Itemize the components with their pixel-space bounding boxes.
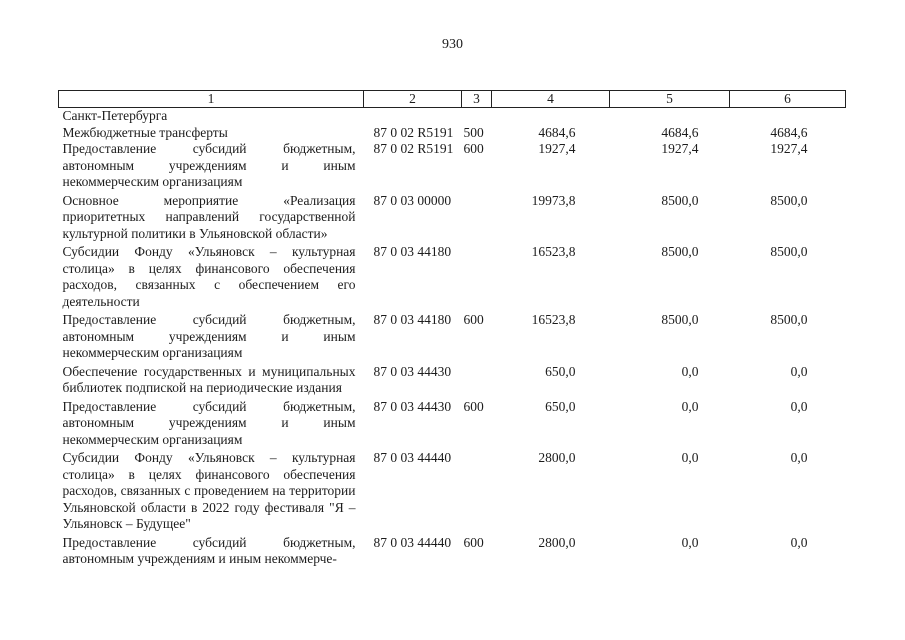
row-value-6: 8500,0	[770, 244, 808, 259]
row-code: 87 0 02 R5191	[373, 141, 454, 156]
row-value-6: 8500,0	[770, 312, 808, 327]
table-row	[59, 242, 846, 310]
row-code: 87 0 03 44440	[373, 450, 452, 465]
row-vr: 600	[463, 141, 484, 156]
table-row	[59, 448, 846, 533]
row-value-4: 1927,4	[538, 141, 576, 156]
row-vr: 600	[463, 398, 484, 414]
table-row	[59, 533, 846, 568]
row-name: Предоставление субсидий бюджетным, автономным учреждениям и иным некоммерческим организациям	[62, 312, 356, 360]
row-name: Субсидии Фонду «Ульяновск – культурная столица» в целях финансового обеспечения расходов, связанных с проведением на территории Ульяновской области в 2022 году фестиваля "Я – Ульяновск – Будущее"	[62, 450, 356, 531]
row-vr	[462, 108, 492, 125]
row-value-5: 0,0	[681, 363, 699, 379]
row-value-4: 650,0	[545, 398, 576, 414]
row-value-5: 1927,4	[661, 141, 699, 156]
row-value-5: 0,0	[681, 398, 699, 414]
row-value-5: 0,0	[681, 534, 699, 550]
table-row	[59, 397, 846, 449]
row-value-4: 2800,0	[538, 450, 576, 465]
row-vr	[462, 448, 492, 533]
row-value-4: 16523,8	[531, 244, 576, 259]
row-code: 87 0 03 44430	[373, 363, 452, 379]
row-value-4: 650,0	[545, 363, 576, 379]
row-value-6: 0,0	[790, 398, 808, 414]
row-value-5	[610, 108, 730, 125]
row-code: 87 0 03 44180	[373, 244, 452, 259]
row-value-4: 2800,0	[538, 534, 576, 550]
row-code: 87 0 03 00000	[373, 192, 452, 208]
row-code	[364, 108, 462, 125]
row-name: Субсидии Фонду «Ульяновск – культурная столица» в целях финансового обеспечения расходов, связанных с обеспечением его деятельности	[62, 244, 356, 309]
row-name: Предоставление субсидий бюджетным, автономным учреждениям и иным некоммерческим организациям	[62, 398, 356, 447]
budget-table	[58, 90, 846, 568]
row-value-5: 8500,0	[661, 192, 699, 208]
row-code: 87 0 03 44180	[373, 312, 452, 327]
table-header	[59, 91, 846, 108]
column-header-1: 1	[59, 91, 364, 108]
row-value-6: 1927,4	[770, 141, 808, 156]
table-row	[59, 141, 846, 191]
row-value-4: 4684,6	[538, 124, 576, 140]
table-row	[59, 125, 846, 142]
column-header-6: 6	[730, 91, 846, 108]
row-value-6: 4684,6	[770, 124, 808, 140]
row-name: Предоставление субсидий бюджетным, автономным учреждениям и иным некоммерче-	[62, 534, 356, 566]
row-value-6: 0,0	[790, 363, 808, 379]
column-header-4: 4	[492, 91, 610, 108]
column-header-2: 2	[364, 91, 462, 108]
column-header-3: 3	[462, 91, 492, 108]
row-value-4: 16523,8	[531, 312, 576, 327]
row-name: Предоставление субсидий бюджетным, автономным учреждениям и иным некоммерческим организациям	[62, 141, 356, 189]
row-value-4: 19973,8	[531, 192, 576, 208]
row-name: Основное мероприятие «Реализация приоритетных направлений государственной культурной политики в Ульяновской области»	[62, 192, 356, 241]
row-value-6: 0,0	[790, 534, 808, 550]
row-vr	[462, 242, 492, 310]
row-value-5: 8500,0	[661, 244, 699, 259]
row-vr: 600	[463, 534, 484, 550]
row-name: Санкт-Петербурга	[62, 108, 168, 123]
row-value-6	[730, 108, 846, 125]
row-vr: 500	[463, 124, 484, 140]
row-name: Межбюджетные трансферты	[62, 124, 228, 140]
row-name: Обеспечение государственных и муниципальных библиотек подпиской на периодические издания	[62, 363, 356, 395]
column-header-5: 5	[610, 91, 730, 108]
row-value-6: 8500,0	[770, 192, 808, 208]
row-code: 87 0 03 44430	[373, 398, 452, 414]
row-code: 87 0 03 44440	[373, 534, 452, 550]
row-value-4	[492, 108, 610, 125]
table-row	[59, 108, 846, 125]
table-row	[59, 191, 846, 243]
row-value-5: 0,0	[681, 450, 699, 465]
table-row	[59, 362, 846, 397]
row-value-5: 4684,6	[661, 124, 699, 140]
row-value-6: 0,0	[790, 450, 808, 465]
row-vr	[462, 191, 492, 243]
row-code: 87 0 02 R5191	[373, 124, 454, 140]
row-value-5: 8500,0	[661, 312, 699, 327]
row-vr: 600	[463, 312, 484, 327]
page-number: 930	[442, 37, 463, 52]
row-vr	[462, 362, 492, 397]
table-row	[59, 310, 846, 362]
